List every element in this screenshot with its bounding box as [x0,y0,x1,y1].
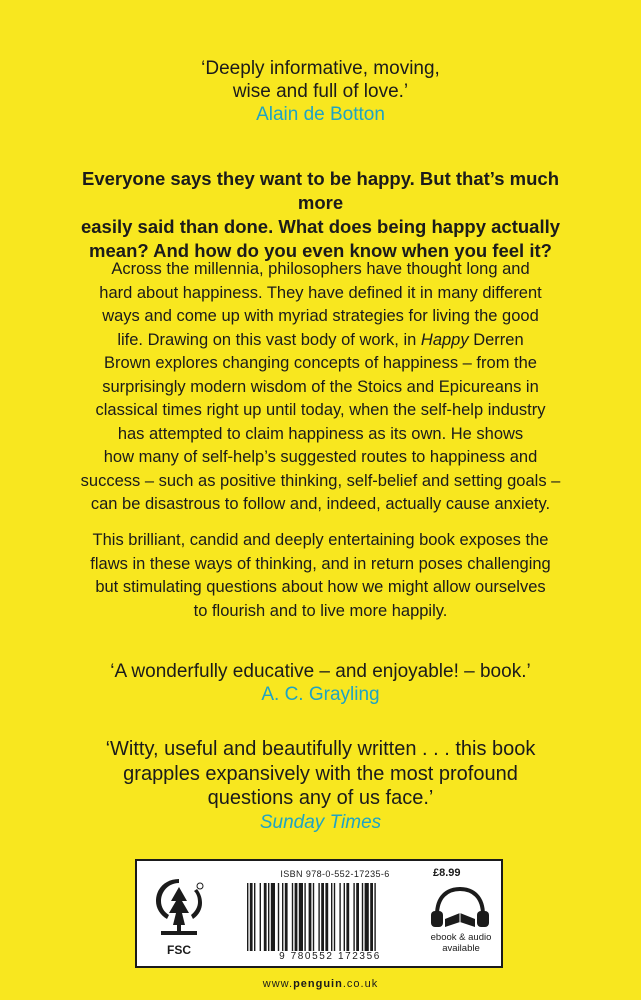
quote-alain-de-botton [0,57,641,126]
paragraph-line: how many of self-help’s suggested routes to happiness and [103,448,538,466]
barcode-bar [374,883,375,951]
headphones-book-icon [427,885,493,929]
barcode-bar [370,883,373,951]
isbn-barcode [245,883,415,951]
barcode-bar [260,883,261,951]
barcode-bar [339,883,340,951]
paragraph-line: but stimulating questions about how we might allow ourselves [95,578,546,596]
barcode-bar [278,883,279,951]
isbn-digits: 9 780552 172356 [279,951,381,962]
headline [60,167,581,263]
url-prefix: www. [262,978,294,990]
url-suffix: .co.uk [342,978,379,990]
barcode-bar [254,883,255,951]
paragraph-line: success – such as positive thinking, self-belief and setting goals – [80,471,561,490]
barcode-bar [346,883,349,951]
quote-attribution: Alain de Botton [256,104,385,125]
isbn-label: ISBN 978-0-552-17235-6 [280,869,390,879]
audio-availability [419,932,503,954]
quote-line: ‘A wonderfully educative – and enjoyable! – book.’ [110,661,531,682]
barcode-bar [285,883,288,951]
paragraph-line: hard about happiness. They have defined it in many different [99,283,542,302]
quote-ac-grayling [0,660,641,706]
barcode-bar [292,883,293,951]
barcode-bar [344,883,345,951]
barcode-bar [271,883,275,951]
barcode-bar [318,883,319,951]
headline-line: Everyone says they want to be happy. But that’s much more [82,168,559,213]
barcode-bar [295,883,298,951]
quote-line: ‘Deeply informative, moving, [201,58,440,79]
paragraph-line: to flourish and to live more happily. [193,601,448,620]
barcode-bar [353,883,354,951]
quote-line: questions any of us face.’ [207,787,434,809]
barcode-bar [309,883,312,951]
audio-line: ebook & audio [430,932,492,943]
paragraph-line: This brilliant, candid and deeply entertaining book exposes the [92,531,549,549]
barcode-bar [313,883,314,951]
quote-line: wise and full of love.’ [232,81,409,102]
blurb-paragraph-1 [58,258,583,517]
url-brand: penguin [293,978,343,990]
book-title: Happy [420,330,469,349]
paragraph-text: life. Drawing on this vast body of work, in [117,330,421,349]
barcode-bar [356,883,359,951]
publisher-url[interactable] [0,978,641,990]
quote-attribution: A. C. Grayling [261,684,380,705]
fsc-label: FSC [167,943,191,957]
paragraph-line: flaws in these ways of thinking, and in return poses challenging [90,554,551,573]
quote-line: ‘Witty, useful and beautifully written . . . this book [105,738,536,760]
barcode-bar [268,883,269,951]
barcode-bar [250,883,253,951]
paragraph-line: has attempted to claim happiness as its own. He shows [117,424,524,443]
barcode-bar [334,883,335,951]
paragraph-line: ways and come up with myriad strategies for living the good [102,307,539,325]
quote-attribution: Sunday Times [259,811,382,833]
paragraph-line [58,329,583,353]
fsc-tree-icon [151,879,207,945]
quote-sunday-times [40,737,601,834]
barcode-bar [264,883,267,951]
paragraph-text: Derren [468,330,524,349]
audio-line: available [442,943,480,954]
price-label: £8.99 [433,867,461,879]
barcode-box [135,859,503,968]
quote-line: grapples expansively with the most profound [123,762,518,785]
paragraph-line: surprisingly modern wisdom of the Stoics and Epicureans in [102,377,539,396]
blurb-paragraph-2 [58,529,583,623]
barcode-bar [365,883,369,951]
barcode-bar [362,883,363,951]
barcode-bar [299,883,303,951]
barcode-bar [331,883,332,951]
paragraph-line: classical times right up until today, when the self-help industry [95,401,546,419]
headline-line: mean? And how do you even know when you feel it? [89,240,552,261]
headline-line: easily said than done. What does being happy actually [80,216,561,237]
barcode-bar [321,883,324,951]
paragraph-line: can be disastrous to follow and, indeed, actually cause anxiety. [90,495,551,513]
paragraph-line: Brown explores changing concepts of happiness – from the [104,354,537,372]
barcode-bar [325,883,328,951]
paragraph-line: Across the millennia, philosophers have thought long and [111,260,530,278]
barcode-bar [282,883,283,951]
barcode-bar [304,883,305,951]
barcode-bar [247,883,248,951]
